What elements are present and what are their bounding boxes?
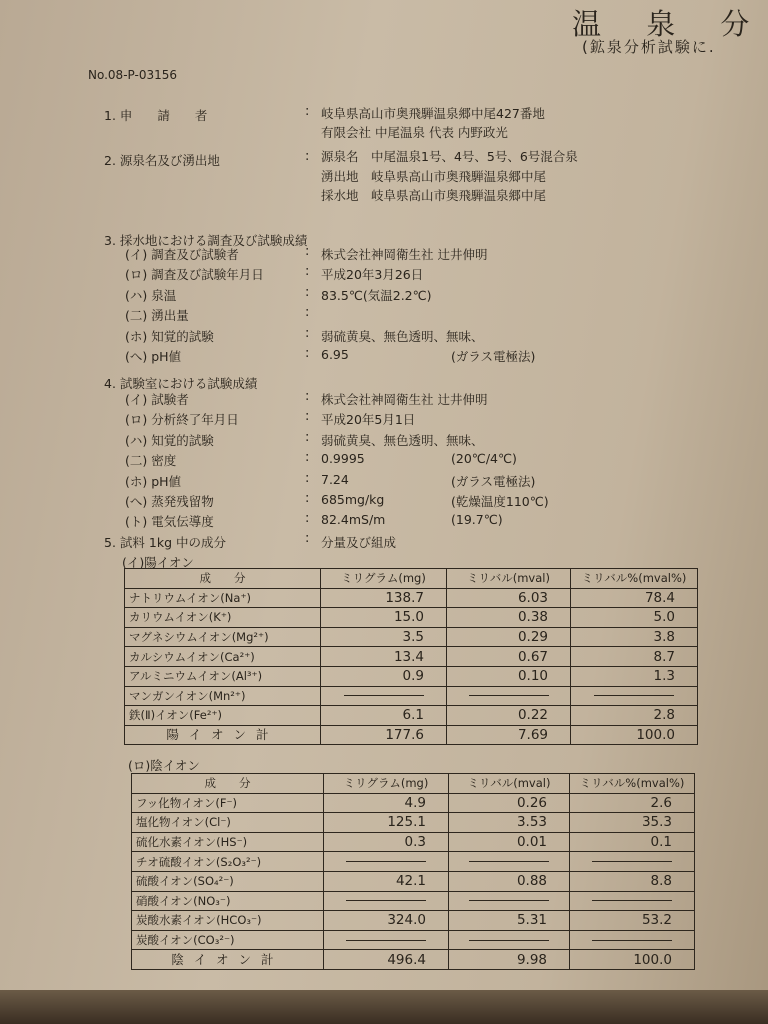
- total-mval: 7.69: [447, 725, 571, 745]
- item-value: 弱硫黄臭、無色透明、無味、: [321, 328, 484, 344]
- colon: :: [305, 149, 310, 164]
- total-mg: 177.6: [321, 725, 447, 745]
- item-key: (ロ) 分析終了年月日: [125, 412, 239, 428]
- cell-mg: 138.7: [321, 588, 447, 608]
- component-name: 塩化物イオン(Cl⁻): [132, 813, 324, 833]
- empty-dash: [469, 695, 549, 696]
- table-row: [132, 813, 695, 833]
- colon: :: [305, 244, 310, 259]
- component-name: マンガンイオン(Mn²⁺): [125, 686, 321, 706]
- cell-mg: 0.3: [324, 832, 449, 852]
- colon: :: [305, 491, 310, 506]
- cell-mg: 324.0: [324, 911, 449, 931]
- cell-mval: 0.38: [447, 608, 571, 628]
- item-note: (ガラス電極法): [451, 473, 536, 489]
- item-note: (19.7℃): [451, 512, 503, 528]
- table-row: [125, 608, 698, 628]
- cell-mg: 6.1: [321, 706, 447, 726]
- cell-mval: 0.01: [449, 832, 570, 852]
- sampling-location: 採水地 岐阜県高山市奥飛騨温泉郷中尾: [321, 188, 547, 203]
- cell-mval: [447, 686, 571, 706]
- cell-pct: 3.8: [571, 627, 698, 647]
- section-3-label: 3. 採水地における調査及び試験成績: [104, 233, 308, 248]
- item-key: (ホ) pH値: [125, 473, 182, 489]
- colon: :: [305, 409, 310, 425]
- table-row: [125, 627, 698, 647]
- section-4-label: 4. 試験室における試験成績: [104, 376, 258, 391]
- colon: :: [305, 305, 310, 321]
- cell-mval: 3.53: [449, 813, 570, 833]
- cell-mval: 0.88: [449, 871, 570, 891]
- cell-mg: [324, 891, 449, 911]
- cell-pct: 53.2: [570, 911, 695, 931]
- item-key: (へ) pH値: [125, 349, 182, 364]
- colon: :: [305, 284, 310, 300]
- empty-dash: [346, 940, 426, 941]
- cell-mg: [324, 930, 449, 950]
- component-name: チオ硫酸イオン(S₂O₃²⁻): [132, 852, 324, 872]
- item-key: (ハ) 知覚的試験: [125, 432, 214, 448]
- component-name: カリウムイオン(K⁺): [125, 608, 321, 628]
- table-row: [132, 832, 695, 852]
- empty-dash: [346, 861, 426, 862]
- component-name: マグネシウムイオン(Mg²⁺): [125, 627, 321, 647]
- cell-pct: 5.0: [571, 608, 698, 628]
- colon: :: [305, 470, 310, 486]
- table-row: [125, 686, 698, 706]
- item-key: (イ) 調査及び試験者: [125, 247, 239, 262]
- header-mg: ミリグラム(mg): [324, 774, 449, 794]
- cell-mg: 4.9: [324, 793, 449, 813]
- cell-mval: 6.03: [447, 588, 571, 608]
- cell-pct: [570, 930, 695, 950]
- item-key: (ロ) 調査及び試験年月日: [125, 267, 264, 283]
- total-label: 陽イオン計: [125, 725, 321, 745]
- section-2-label: 2. 源泉名及び湧出地: [104, 153, 220, 168]
- cation-caption: (イ)陽イオン: [122, 555, 194, 570]
- item-key: (へ) 蒸発残留物: [125, 494, 214, 509]
- item-value: 82.4mS/m: [321, 512, 386, 528]
- item-key: (ハ) 泉温: [125, 287, 177, 303]
- table-header-row: [125, 569, 698, 589]
- item-value: 685mg/kg: [321, 492, 385, 507]
- applicant-name: 有限会社 中尾温泉 代表 内野政光: [321, 125, 508, 140]
- empty-dash: [594, 695, 674, 696]
- cell-mg: 13.4: [321, 647, 447, 667]
- cell-mg: 42.1: [324, 871, 449, 891]
- cell-mval: 0.22: [447, 706, 571, 726]
- header-mval: ミリバル(mval): [449, 774, 570, 794]
- table-row: [132, 930, 695, 950]
- colon: :: [305, 264, 310, 280]
- total-row: [125, 725, 698, 745]
- cell-mval: 0.67: [447, 647, 571, 667]
- component-name: 硫酸イオン(SO₄²⁻): [132, 871, 324, 891]
- cell-pct: 2.8: [571, 706, 698, 726]
- empty-dash: [469, 861, 549, 862]
- cell-mval: 0.26: [449, 793, 570, 813]
- table-row: [132, 891, 695, 911]
- total-pct: 100.0: [571, 725, 698, 745]
- cell-mval: 0.10: [447, 666, 571, 686]
- cell-mg: 0.9: [321, 666, 447, 686]
- table-row: [125, 588, 698, 608]
- cell-pct: [570, 891, 695, 911]
- cell-pct: [570, 852, 695, 872]
- section-5-value: 分量及び組成: [321, 535, 397, 550]
- item-note: (ガラス電極法): [451, 349, 536, 364]
- source-name: 源泉名 中尾温泉1号、4号、5号、6号混合泉: [321, 149, 578, 164]
- component-name: 鉄(Ⅱ)イオン(Fe²⁺): [125, 706, 321, 726]
- cell-pct: 8.8: [570, 871, 695, 891]
- item-value: 0.9995: [321, 451, 365, 467]
- item-key: (二) 湧出量: [125, 308, 189, 324]
- item-value: 7.24: [321, 471, 349, 487]
- cell-mg: 125.1: [324, 813, 449, 833]
- total-mval: 9.98: [449, 950, 570, 970]
- item-key: (イ) 試験者: [125, 392, 189, 407]
- total-label: 陰イオン計: [132, 950, 324, 970]
- cell-mg: [324, 852, 449, 872]
- applicant-address: 岐阜県高山市奥飛騨温泉郷中尾427番地: [321, 106, 545, 121]
- page-subtitle: (鉱泉分析試験に.: [582, 38, 716, 56]
- cell-pct: 35.3: [570, 813, 695, 833]
- colon: :: [305, 325, 310, 341]
- cell-mg: 15.0: [321, 608, 447, 628]
- header-mval-pct: ミリバル%(mval%): [570, 774, 695, 794]
- component-name: 炭酸イオン(CO₃²⁻): [132, 930, 324, 950]
- cell-pct: 8.7: [571, 647, 698, 667]
- spring-location: 湧出地 岐阜県高山市奥飛騨温泉郷中尾: [321, 169, 547, 184]
- document-number: No.08-P-03156: [88, 68, 177, 82]
- item-value: 83.5℃(気温2.2℃): [321, 287, 432, 303]
- empty-dash: [469, 940, 549, 941]
- cell-mg: [321, 686, 447, 706]
- cell-mval: [449, 852, 570, 872]
- anion-table: [131, 773, 695, 970]
- cell-pct: 78.4: [571, 588, 698, 608]
- table-row: [125, 647, 698, 667]
- colon: :: [305, 104, 310, 119]
- item-note: (乾燥温度110℃): [451, 494, 549, 509]
- colon: :: [305, 511, 310, 527]
- table-row: [132, 871, 695, 891]
- component-name: ナトリウムイオン(Na⁺): [125, 588, 321, 608]
- empty-dash: [592, 861, 672, 862]
- item-value: 平成20年5月1日: [321, 412, 416, 428]
- component-name: 硫化水素イオン(HS⁻): [132, 832, 324, 852]
- cell-pct: 2.6: [570, 793, 695, 813]
- table-header-row: [132, 774, 695, 794]
- header-mval: ミリバル(mval): [447, 569, 571, 589]
- header-component: 成 分: [125, 569, 321, 589]
- empty-dash: [344, 695, 424, 696]
- item-key: (ホ) 知覚的試験: [125, 328, 214, 344]
- colon: :: [305, 429, 310, 445]
- header-component: 成 分: [132, 774, 324, 794]
- total-row: [132, 950, 695, 970]
- header-mval-pct: ミリバル%(mval%): [571, 569, 698, 589]
- section-1-label: 1. 申 請 者: [104, 108, 208, 123]
- cell-mval: 0.29: [447, 627, 571, 647]
- section-5-label: 5. 試料 1kg 中の成分: [104, 535, 226, 550]
- cell-mval: [449, 891, 570, 911]
- table-row: [132, 852, 695, 872]
- component-name: アルミニウムイオン(Al³⁺): [125, 666, 321, 686]
- empty-dash: [592, 900, 672, 901]
- item-value: 弱硫黄臭、無色透明、無味、: [321, 432, 484, 448]
- component-name: フッ化物イオン(F⁻): [132, 793, 324, 813]
- table-row: [125, 666, 698, 686]
- item-value: 平成20年3月26日: [321, 267, 424, 283]
- total-mg: 496.4: [324, 950, 449, 970]
- colon: :: [305, 531, 310, 546]
- item-key: (ト) 電気伝導度: [125, 514, 214, 530]
- component-name: カルシウムイオン(Ca²⁺): [125, 647, 321, 667]
- table-row: [132, 911, 695, 931]
- cell-pct: 0.1: [570, 832, 695, 852]
- table-row: [132, 793, 695, 813]
- empty-dash: [346, 900, 426, 901]
- colon: :: [305, 450, 310, 466]
- total-pct: 100.0: [570, 950, 695, 970]
- cell-mg: 3.5: [321, 627, 447, 647]
- page-title: 温 泉 分: [572, 7, 768, 41]
- empty-dash: [592, 940, 672, 941]
- colon: :: [305, 389, 310, 404]
- table-surface-shadow: [0, 990, 768, 1024]
- cell-pct: 1.3: [571, 666, 698, 686]
- empty-dash: [469, 900, 549, 901]
- item-value: 株式会社神岡衛生社 辻井伸明: [321, 392, 488, 407]
- item-note: (20℃/4℃): [451, 451, 517, 467]
- header-mg: ミリグラム(mg): [321, 569, 447, 589]
- cell-mval: [449, 930, 570, 950]
- item-value: 株式会社神岡衛生社 辻井伸明: [321, 247, 488, 262]
- cell-pct: [571, 686, 698, 706]
- item-key: (二) 密度: [125, 453, 177, 469]
- cell-mval: 5.31: [449, 911, 570, 931]
- component-name: 硝酸イオン(NO₃⁻): [132, 891, 324, 911]
- item-value: 6.95: [321, 347, 349, 362]
- colon: :: [305, 346, 310, 361]
- anion-caption: (ロ)陰イオン: [128, 758, 200, 773]
- cation-table: [124, 568, 698, 745]
- component-name: 炭酸水素イオン(HCO₃⁻): [132, 911, 324, 931]
- table-row: [125, 706, 698, 726]
